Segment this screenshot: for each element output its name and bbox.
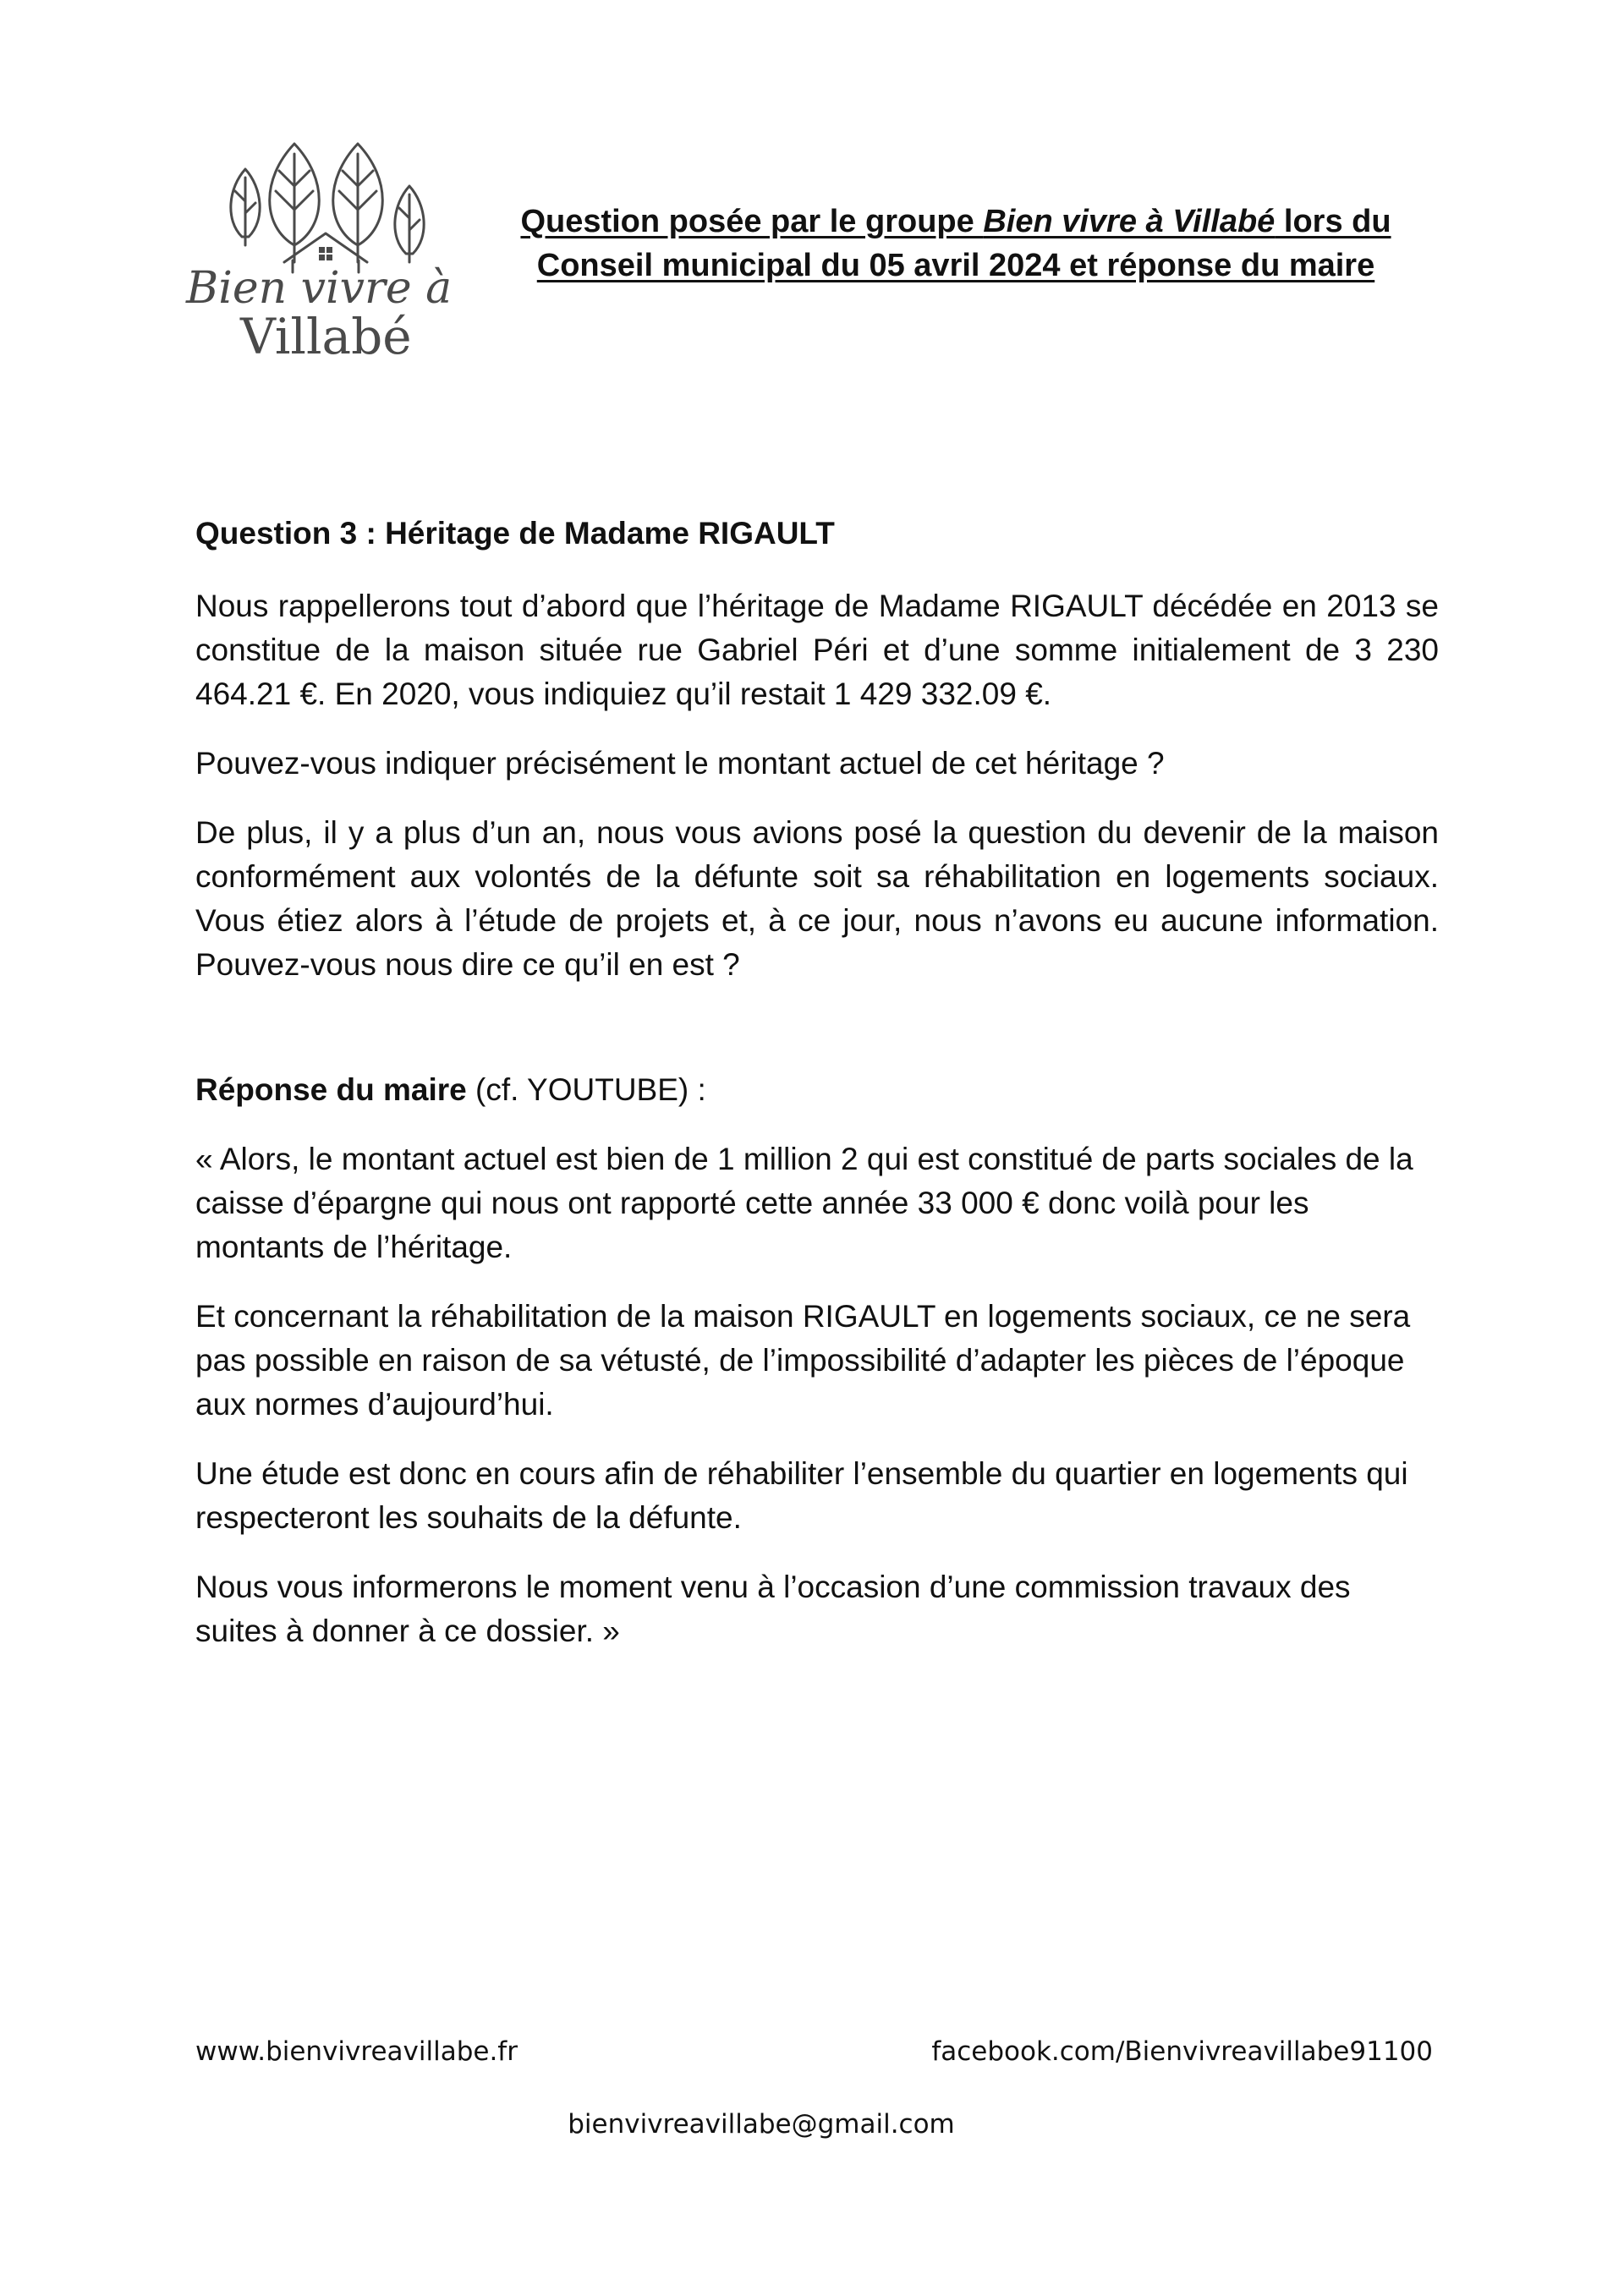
page-title-line2: Conseil municipal du 05 avril 2024 et réponse du maire (536, 248, 1375, 283)
page-title-line1: Question posée par le groupe Bien vivre à Villabé lors du (520, 204, 1391, 239)
response-paragraph-4: Nous vous informerons le moment venu à l’occasion d’une commission travaux des suites à donner à ce dossier. » (195, 1570, 1351, 1648)
group-name: Bien vivre à Villabé (983, 204, 1276, 239)
response-heading: Réponse du maire (cf. YOUTUBE) : (195, 1072, 706, 1107)
document-body (195, 512, 1439, 1653)
question-paragraph-2: Pouvez-vous indiquer précisément le montant actuel de cet héritage ? (195, 746, 1165, 781)
question-heading: Question 3 : Héritage de Madame RIGAULT (195, 516, 835, 551)
footer-facebook-link[interactable]: facebook.com/Bienvivreavillabe91100 (931, 2036, 1433, 2067)
question-paragraph-3: De plus, il y a plus d’un an, nous vous avions posé la question du devenir de la maison conformément aux volontés de la défunte soit sa réhabilitation en logements sociaux. Vous étiez alors à l’étude de projets et, à ce jour, nous n’avons eu aucune information. Pouvez-vous nous dire ce qu’il en est ? (195, 815, 1439, 982)
page-title (499, 200, 1413, 288)
response-paragraph-3: Une étude est donc en cours afin de réhabiliter l’ensemble du quartier en logements qui respecteront les souhaits de la défunte. (195, 1456, 1408, 1535)
footer-email-link[interactable]: bienvivreavillabe@gmail.com (568, 2109, 955, 2140)
response-paragraph-2: Et concernant la réhabilitation de la maison RIGAULT en logements sociaux, ce ne sera pas possible en raison de sa vétusté, de l’impossibilité d’adapter les pièces de l’époque aux normes d’aujourd’hui. (195, 1299, 1411, 1422)
trees-house-logo-icon (184, 135, 464, 364)
response-paragraph-1: « Alors, le montant actuel est bien de 1 million 2 qui est constitué de parts sociales de la caisse d’épargne qui nous ont rapporté cette année 33 000 € donc voilà pour les montants de l’héritage. (195, 1142, 1413, 1264)
logo (184, 135, 464, 364)
logo-text-line2: Villabé (240, 308, 412, 364)
question-paragraph-1: Nous rappellerons tout d’abord que l’héritage de Madame RIGAULT décédée en 2013 se constitue de la maison située rue Gabriel Péri et d’une somme initialement de 3 230 464.21 €. En 2020, vous indiquiez qu’il restait 1 429 332.09 €. (195, 589, 1439, 711)
logo-text-line1: Bien vivre à (186, 263, 453, 314)
footer-website-link[interactable]: www.bienvivreavillabe.fr (195, 2036, 518, 2067)
